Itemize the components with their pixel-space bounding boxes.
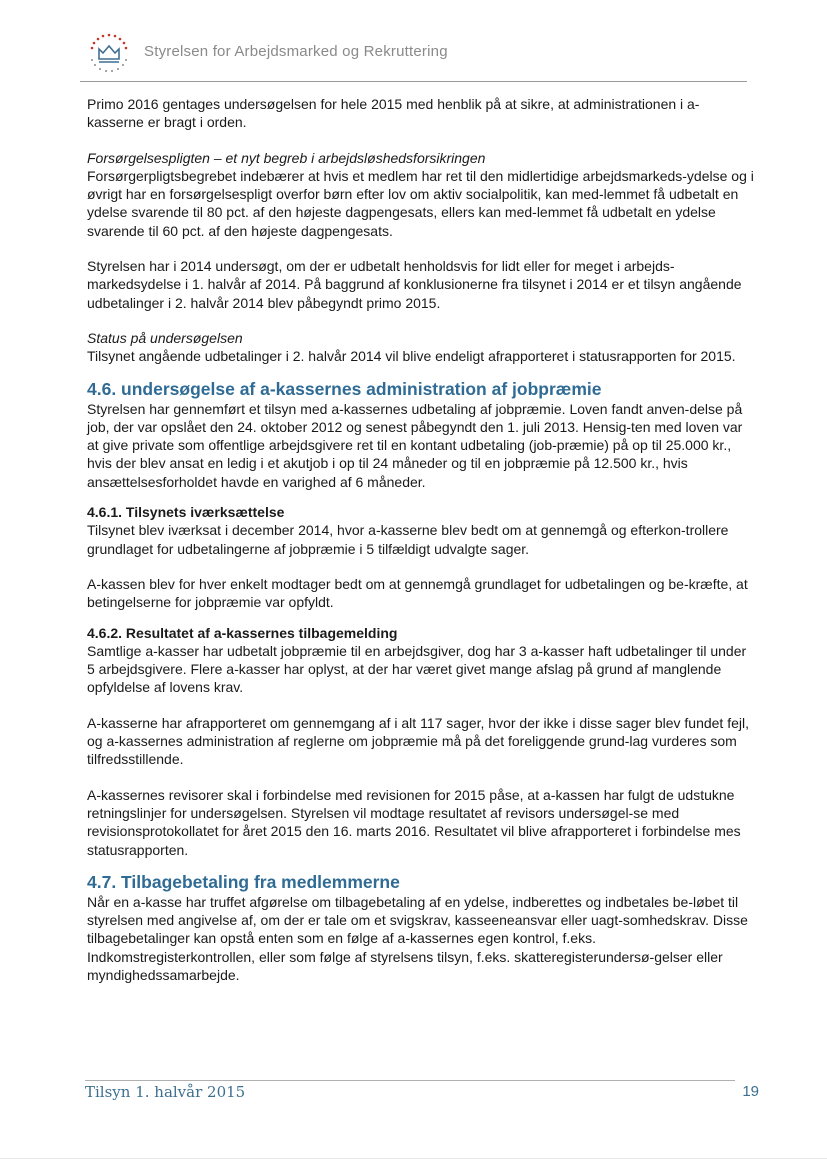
page-content [87, 95, 755, 984]
agency-name: Styrelsen for Arbejdsmarked og Rekruttering [144, 43, 448, 60]
paragraph: Styrelsen har gennemført et tilsyn med a-kassernes udbetaling af jobpræmie. Loven fandt anven-delse på job, der var opslået den 24. oktober 2012 og senest påbegyndt den 1. juli 2013. Hensig-ten med loven var at give private som offentlige arbejdsgivere ret til en kontant udbetaling (job-præmie) på op til 25.000 kr., hvis der blev ansat en ledig i et akutjob i op til 24 måneder og til en jobpræmie på 12.500 kr., hvis ansættelsesforholdet havde en varighed af 6 måneder. [87, 400, 743, 490]
subsection-heading: 4.6.2. Resultatet af a-kassernes tilbagemelding [87, 624, 398, 641]
header-divider [80, 81, 747, 82]
subsection-heading: 4.6.1. Tilsynets iværksættelse [87, 504, 285, 521]
paragraph: Tilsynet angående udbetalinger i 2. halvår 2014 vil blive endeligt afrapporteret i statusrapporten for 2015. [87, 348, 736, 365]
section-heading: 4.7. Tilbagebetaling fra medlemmerne [87, 871, 400, 892]
footer-title: Tilsyn 1. halvår 2015 [85, 1083, 246, 1101]
paragraph: Styrelsen har i 2014 undersøgt, om der er udbetalt henholdsvis for lidt eller for meget i arbejds-markedsydelse i 1. halvår af 2014. På baggrund af konklusionerne fra tilsynet i 2014 er et tilsyn angående udbetalinger i 2. halvår 2014 blev påbegyndt primo 2015. [87, 258, 742, 311]
paragraph: Når en a-kasse har truffet afgørelse om tilbagebetaling af en ydelse, indberettes og indbetales be-løbet til styrelsen med angivelse af, om der er tale om et svigskrav, kasseeneansvar eller uagt-somhedskrav. Disse tilbagebetalinger kan opstå enten som en følge af a-kassernes egen kontrol, f.eks. Indkomstregisterkontrollen, eller som følge af styrelsens tilsyn, f.eks. skatteregisterundersø-gelser eller myndighedssamarbejde. [87, 893, 748, 983]
footer-divider [85, 1080, 735, 1081]
page-header [80, 26, 750, 86]
italic-subheading: Status på undersøgelsen [87, 329, 243, 346]
paragraph: A-kasserne har afrapporteret om gennemgang af i alt 117 sager, hvor der ikke i disse sager blev fundet fejl, og a-kassernes administration af reglerne om jobpræmie må på det foreliggende grund-lag vurderes som tilfredsstillende. [87, 714, 749, 768]
italic-subheading: Forsørgelsespligten – et nyt begreb i arbejdsløshedsforsikringen [87, 149, 486, 166]
paragraph: A-kassen blev for hver enkelt modtager bedt om at gennemgå grundlaget for udbetalingen og be-kræfte, at betingelserne for jobpræmie var opfyldt. [87, 575, 748, 611]
paragraph: A-kassernes revisorer skal i forbindelse med revisionen for 2015 påse, at a-kassen har fulgt de udstukne retningslinjer for undersøgelsen. Styrelsen vil modtage resultatet af revisors undersøgel-se med revisionsprotokollatet for året 2015 den 16. marts 2016. Resultatet vil blive afrapporteret i forbindelse mes statusrapporten. [87, 786, 741, 858]
section-heading: 4.6. undersøgelse af a-kassernes administration af jobpræmie [87, 378, 602, 399]
scan-edge-line [0, 1158, 827, 1159]
page-number: 19 [742, 1083, 759, 1100]
crown-crest-icon [80, 26, 140, 82]
paragraph: Forsørgerpligtsbegrebet indebærer at hvis et medlem har ret til den midlertidige arbejdsmarkeds-ydelse og i øvrigt har en forsørgelsespligt overfor børn efter lov om aktiv socialpolitik, kan med-lemmet få udbetalt en ydelse svarende til 80 pct. af den højeste dagpengesats, ellers kan med-lemmet få udbetalt en ydelse svarende til 60 pct. af den højeste dagpengesats. [87, 167, 754, 239]
paragraph: Primo 2016 gentages undersøgelsen for hele 2015 med henblik på at sikre, at administrationen i a-kasserne er bragt i orden. [87, 96, 700, 131]
paragraph: Samtlige a-kasser har udbetalt jobpræmie til en arbejdsgiver, dog har 3 a-kasser haft udbetalinger til under 5 arbejdsgivere. Flere a-kasser har oplyst, at der har været givet mange afslag på grund af manglende opfyldelse af lovens krav. [87, 642, 747, 696]
paragraph: Tilsynet blev iværksat i december 2014, hvor a-kasserne blev bedt om at gennemgå og efterkon-trollere grundlaget for udbetalingerne af jobpræmie i 5 tilfældigt udvalgte sager. [87, 522, 729, 557]
